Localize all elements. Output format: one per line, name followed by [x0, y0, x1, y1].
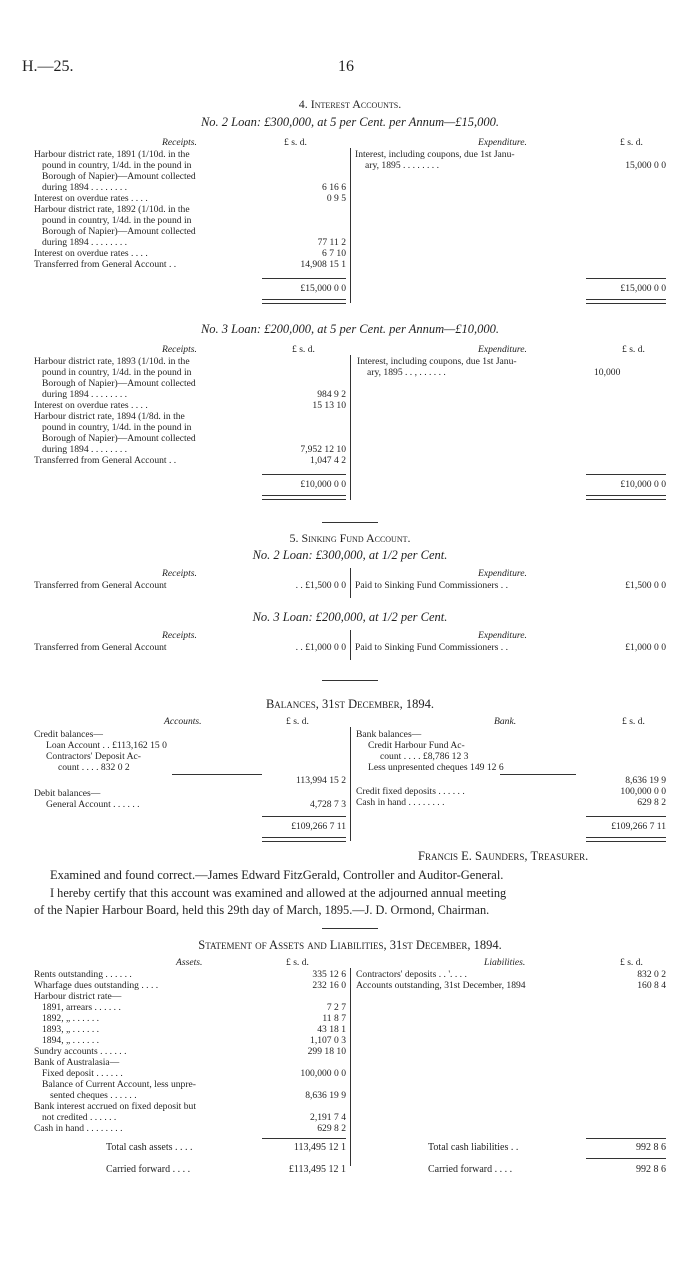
loan3-currency-header-left: £ s. d. [292, 344, 315, 355]
loan2-currency-header-left: £ s. d. [284, 137, 307, 148]
sinking-loan2-subtitle: No. 2 Loan: £300,000, at 1/2 per Cent. [252, 548, 448, 562]
sinking-loan3-expenditure-label: Expenditure. [478, 630, 527, 641]
loan2-interest-subtitle: No. 2 Loan: £300,000, at 5 per Cent. per Annum—£15,000. [200, 115, 500, 129]
carried-forward-assets-amount: £113,495 12 1 [288, 1164, 346, 1175]
asset-row: 1893, „ . . . . . . 43 18 1 [42, 1024, 346, 1035]
liabilities-carried-rule [586, 1158, 666, 1159]
loan3-divider [350, 355, 351, 500]
credit-harbour-fund-count: count . . . . £8,786 12 3 [380, 751, 469, 762]
asset-row: Sundry accounts . . . . . . 299 18 10 [34, 1046, 346, 1057]
section-separator-1 [322, 522, 378, 523]
loan3-receipt-transfer: Transferred from General Account . . [34, 455, 177, 466]
liabilities-list [356, 969, 666, 991]
loan3-expenditure-amount: 10,000 [594, 367, 621, 378]
loan2-receipt-overdue-1-amount: 0 9 5 [326, 193, 346, 204]
contractors-deposit-count: count . . . . 832 0 2 [58, 762, 130, 773]
balances-currency-header-left: £ s. d. [286, 716, 309, 727]
loan2-currency-header-right: £ s. d. [620, 137, 643, 148]
loan2-left-total: £15,000 0 0 [300, 283, 346, 294]
asset-row: not credited . . . . . . 2,191 7 4 [42, 1112, 346, 1123]
carried-forward-assets-label: Carried forward . . . . [106, 1164, 191, 1175]
statement-title: Statement of Assets and Liabilities, 31st December, 1894. [198, 938, 502, 952]
general-account-line: General Account . . . . . . [46, 799, 140, 810]
loan2-receipt-rate-1892: Harbour district rate, 1892 (1/10d. in the pound in country, 1/4d. in the pound in Borough of Napier)—Amount collected during 1894 . . . . . . . . [34, 204, 196, 248]
asset-row: Cash in hand . . . . . . . . 629 8 2 [34, 1123, 346, 1134]
examined-statement: Examined and found correct.—James Edward FitzGerald, Controller and Auditor-General. [50, 868, 504, 882]
loan2-receipt-overdue-2-amount: 6 7 10 [322, 248, 346, 259]
less-unpresented-cheques: Less unpresented cheques 149 12 6 [368, 762, 504, 773]
loan3-receipt-overdue: Interest on overdue rates . . . . [34, 400, 148, 411]
sinking-loan2-receipt-amount: . . £1,500 0 0 [295, 580, 346, 591]
loan3-expenditure-interest: Interest, including coupons, due 1st Janu- ary, 1895 . . , . . . . . . [357, 356, 517, 378]
asset-row: 1891, arrears . . . . . . 7 2 7 [42, 1002, 346, 1013]
statement-assets-label: Assets. [176, 957, 203, 968]
loan2-receipts-label: Receipts. [162, 137, 197, 148]
total-cash-assets-label: Total cash assets . . . . [106, 1142, 193, 1153]
asset-row: 1892, „ . . . . . . 11 8 7 [42, 1013, 346, 1024]
page-number: 16 [338, 58, 354, 75]
loan2-expenditure-label: Expenditure. [478, 137, 527, 148]
loan2-left-rule [262, 278, 346, 279]
treasurer-signature: Francis E. Saunders, Treasurer. [418, 849, 589, 863]
loan2-receipt-transfer: Transferred from General Account . . [34, 259, 177, 270]
assets-total-rule [262, 1138, 346, 1139]
asset-row: Balance of Current Account, less unpre- [42, 1079, 196, 1090]
assets-list [34, 969, 346, 1134]
total-cash-liabilities-amount: 992 8 6 [636, 1142, 666, 1153]
loan3-left-rule [262, 474, 346, 475]
loan2-receipt-transfer-amount: 14,908 15 1 [300, 259, 346, 270]
loan3-left-double-rule [262, 495, 346, 500]
balances-left-rule [262, 816, 346, 817]
certification-line-2: of the Napier Harbour Board, held this 29th day of March, 1895.—J. D. Ormond, Chairman. [34, 903, 490, 917]
loan2-receipt-rate-1891: Harbour district rate, 1891 (1/10d. in the pound in country, 1/4d. in the pound in Borough of Napier)—Amount collected during 1894 . . . . . . . . [34, 149, 196, 193]
sinking-loan3-expenditure-amount: £1,000 0 0 [625, 642, 666, 653]
section-separator-3 [322, 928, 378, 929]
sinking-loan3-receipts-label: Receipts. [162, 630, 197, 641]
loan2-left-double-rule [262, 299, 346, 304]
cash-in-hand-line: Cash in hand . . . . . . . . [356, 797, 445, 808]
sinking-loan3-receipt: Transferred from General Account [34, 642, 167, 653]
general-account-amount: 4,728 7 3 [310, 799, 346, 810]
loan3-receipt-overdue-amount: 15 13 10 [312, 400, 346, 411]
contractors-deposit-line: Contractors' Deposit Ac- [46, 751, 141, 762]
asset-row: Wharfage dues outstanding . . . . 232 16 0 [34, 980, 346, 991]
bank-balances-label: Bank balances— [356, 729, 422, 740]
balances-left-total: £109,266 7 11 [291, 821, 346, 832]
loan3-right-rule [586, 474, 666, 475]
loan3-receipt-transfer-amount: 1,047 4 2 [310, 455, 346, 466]
loan3-right-total: £10,000 0 0 [620, 479, 666, 490]
sinking-loan3-receipt-amount: . . £1,000 0 0 [295, 642, 346, 653]
credit-fixed-deposits-amount: 100,000 0 0 [620, 786, 666, 797]
liabilities-total-rule [586, 1138, 666, 1139]
loan2-receipt-overdue-2: Interest on overdue rates . . . . [34, 248, 148, 259]
asset-row: Fixed deposit . . . . . . 100,000 0 0 [42, 1068, 346, 1079]
sinking-loan3-subtitle: No. 3 Loan: £200,000, at 1/2 per Cent. [252, 610, 448, 624]
liability-row: Contractors' deposits . . '. . . . 832 0 2 [356, 969, 666, 980]
balances-right-total: £109,266 7 11 [611, 821, 666, 832]
balances-title: Balances, 31st December, 1894. [265, 697, 435, 711]
sinking-loan3-expenditure: Paid to Sinking Fund Commissioners . . [355, 642, 508, 653]
sinking-loan2-expenditure-amount: £1,500 0 0 [625, 580, 666, 591]
asset-row: 1894, „ . . . . . . 1,107 0 3 [42, 1035, 346, 1046]
asset-row: Bank interest accrued on fixed deposit but [34, 1101, 196, 1112]
credit-balances-total: 113,994 15 2 [295, 775, 346, 786]
credit-harbour-fund-line: Credit Harbour Fund Ac- [368, 740, 465, 751]
asset-row: Rents outstanding . . . . . . 335 12 6 [34, 969, 346, 980]
sinking-loan2-divider [350, 568, 351, 598]
loan3-receipt-rate-1893: Harbour district rate, 1893 (1/10d. in the pound in country, 1/4d. in the pound in Borough of Napier)—Amount collected during 1894 . . . . . . . . [34, 356, 196, 400]
balances-right-rule [586, 816, 666, 817]
loan2-expenditure-interest: Interest, including coupons, due 1st Janu- ary, 1895 . . . . . . . . [355, 149, 515, 171]
loan2-receipt-overdue-1: Interest on overdue rates . . . . [34, 193, 148, 204]
credit-balances-label: Credit balances— [34, 729, 103, 740]
balances-divider [350, 727, 351, 841]
sinking-loan2-receipts-label: Receipts. [162, 568, 197, 579]
statement-currency-header-left: £ s. d. [286, 957, 309, 968]
loan2-right-rule [586, 278, 666, 279]
loan2-right-total: £15,000 0 0 [620, 283, 666, 294]
certification-line-1: I hereby certify that this account was examined and allowed at the adjourned annual meeting [50, 886, 507, 900]
statement-liabilities-label: Liabilities. [484, 957, 526, 968]
loan2-receipt-rate-1891-amount: 6 16 6 [322, 182, 346, 193]
loan3-receipt-rate-1894: Harbour district rate, 1894 (1/8d. in the pound in country, 1/4d. in the pound in Borough of Napier)—Amount collected during 1894 . . . . . . . . [34, 411, 196, 455]
balances-right-double-rule [586, 837, 666, 842]
sinking-loan2-receipt: Transferred from General Account [34, 580, 167, 591]
sinking-loan2-expenditure: Paid to Sinking Fund Commissioners . . [355, 580, 508, 591]
loan3-receipts-label: Receipts. [162, 344, 197, 355]
loan3-expenditure-label: Expenditure. [478, 344, 527, 355]
balances-accounts-label: Accounts. [164, 716, 202, 727]
document-id: H.—25. [22, 58, 74, 75]
loan3-right-double-rule [586, 495, 666, 500]
loan3-receipt-rate-1894-amount: 7,952 12 10 [300, 444, 346, 455]
sinking-fund-title: 5. Sinking Fund Account. [289, 531, 411, 545]
asset-row: sented cheques . . . . . . 8,636 19 9 [50, 1090, 346, 1101]
cash-in-hand-amount: 629 8 2 [637, 797, 666, 808]
asset-row: Bank of Australasia— [34, 1057, 120, 1068]
statement-divider [350, 968, 351, 1166]
asset-row: Harbour district rate— [34, 991, 122, 1002]
loan-account-line: Loan Account . . £113,162 15 0 [46, 740, 167, 751]
sinking-loan3-divider [350, 630, 351, 660]
total-cash-assets-amount: 113,495 12 1 [293, 1142, 346, 1153]
balances-currency-header-right: £ s. d. [622, 716, 645, 727]
loan3-currency-header-right: £ s. d. [622, 344, 645, 355]
credit-fixed-deposits: Credit fixed deposits . . . . . . [356, 786, 465, 797]
interest-accounts-title: 4. Interest Accounts. [298, 97, 402, 111]
loan3-interest-subtitle: No. 3 Loan: £200,000, at 5 per Cent. per Annum—£10,000. [200, 322, 500, 336]
section-separator-2 [322, 680, 378, 681]
loan2-divider [350, 148, 351, 303]
debit-balances-label: Debit balances— [34, 788, 101, 799]
bank-net-amount: 8,636 19 9 [625, 775, 666, 786]
balances-left-double-rule [262, 837, 346, 842]
statement-currency-header-right: £ s. d. [620, 957, 643, 968]
loan2-receipt-rate-1892-amount: 77 11 2 [317, 237, 346, 248]
sinking-loan2-expenditure-label: Expenditure. [478, 568, 527, 579]
credit-subtotal-rule [172, 774, 262, 775]
loan3-left-total: £10,000 0 0 [300, 479, 346, 490]
carried-forward-liabilities-amount: 992 8 6 [636, 1164, 666, 1175]
total-cash-liabilities-label: Total cash liabilities . . [428, 1142, 519, 1153]
balances-bank-label: Bank. [494, 716, 517, 727]
loan2-right-double-rule [586, 299, 666, 304]
carried-forward-liabilities-label: Carried forward . . . . [428, 1164, 513, 1175]
liability-row: Accounts outstanding, 31st December, 1894 160 8 4 [356, 980, 666, 991]
loan3-receipt-rate-1893-amount: 984 9 2 [317, 389, 346, 400]
loan2-expenditure-amount: 15,000 0 0 [625, 160, 666, 171]
